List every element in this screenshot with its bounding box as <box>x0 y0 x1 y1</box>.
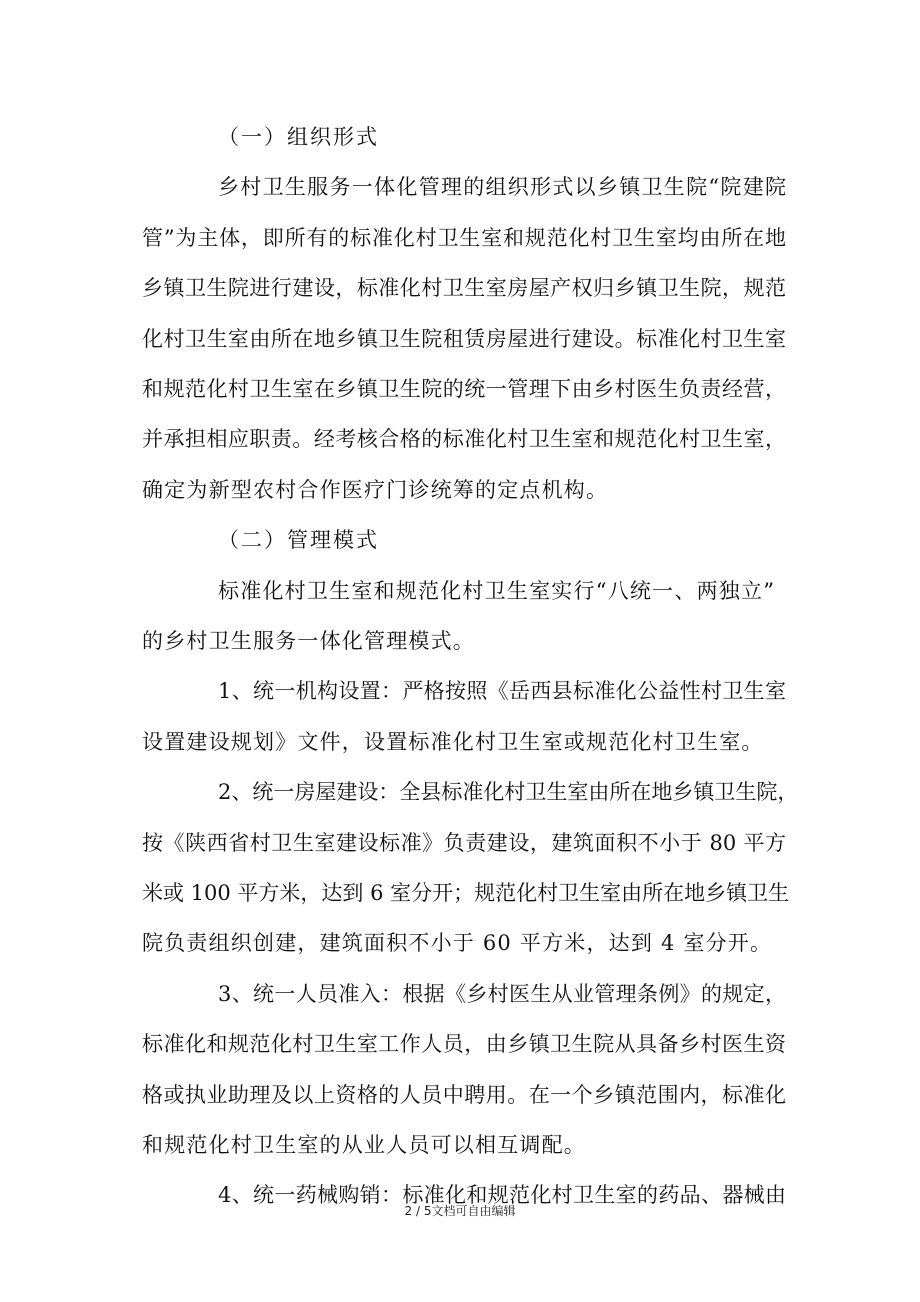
list-item-3-line: 标准化和规范化村卫生室工作人员，由乡镇卫生院从具备乡村医生资 <box>142 1032 786 1057</box>
paragraph-line: 乡村卫生服务一体化管理的组织形式以乡镇卫生院“院建院 <box>218 175 786 200</box>
paragraph-line: 化村卫生室由所在地乡镇卫生院租赁房屋进行建设。标准化村卫生室 <box>142 326 786 351</box>
list-item-3-line: 和规范化村卫生室的从业人员可以相互调配。 <box>142 1133 586 1157</box>
section-1-heading: （一）组织形式 <box>218 125 379 149</box>
paragraph-line: 管”为主体，即所有的标准化村卫生室和规范化村卫生室均由所在地 <box>142 225 786 250</box>
list-item-3-line: 格或执业助理及以上资格的人员中聘用。在一个乡镇范围内，标准化 <box>142 1082 786 1107</box>
list-item-4-line: 4、统一药械购销：标准化和规范化村卫生室的药品、器械由 <box>218 1183 786 1208</box>
paragraph-line: 并承担相应职责。经考核合格的标准化村卫生室和规范化村卫生室， <box>142 427 786 452</box>
paragraph-line: 的乡村卫生服务一体化管理模式。 <box>142 629 475 653</box>
list-item-2-line: 院负责组织创建，建筑面积不小于 60 平方米，达到 4 室分开。 <box>142 931 773 956</box>
list-item-2-line: 米或 100 平方米，达到 6 室分开；规范化村卫生室由所在地乡镇卫生 <box>142 881 790 905</box>
paragraph-line: 确定为新型农村合作医疗门诊统筹的定点机构。 <box>142 477 609 502</box>
list-item-2-line: 按《陕西省村卫生室建设标准》负责建设，建筑面积不小于 80 平方 <box>142 830 786 855</box>
section-2-heading: （二）管理模式 <box>218 528 379 553</box>
list-item-2-line: 2、统一房屋建设：全县标准化村卫生室由所在地乡镇卫生院， <box>218 780 799 805</box>
page-footer: 2 / 5文档可自由编辑 <box>404 1204 516 1218</box>
list-item-1-line: 1、统一机构设置：严格按照《岳西县标准化公益性村卫生室 <box>218 679 786 704</box>
paragraph-line: 和规范化村卫生室在乡镇卫生院的统一管理下由乡村医生负责经营， <box>142 377 786 401</box>
paragraph-line: 标准化村卫生室和规范化村卫生室实行“八统一、两独立” <box>218 578 774 603</box>
list-item-1-line: 设置建设规划》文件，设置标准化村卫生室或规范化村卫生室。 <box>142 729 764 754</box>
paragraph-line: 乡镇卫生院进行建设，标准化村卫生室房屋产权归乡镇卫生院，规范 <box>142 276 786 301</box>
list-item-3-line: 3、统一人员准入：根据《乡村医生从业管理条例》的规定， <box>218 981 786 1006</box>
